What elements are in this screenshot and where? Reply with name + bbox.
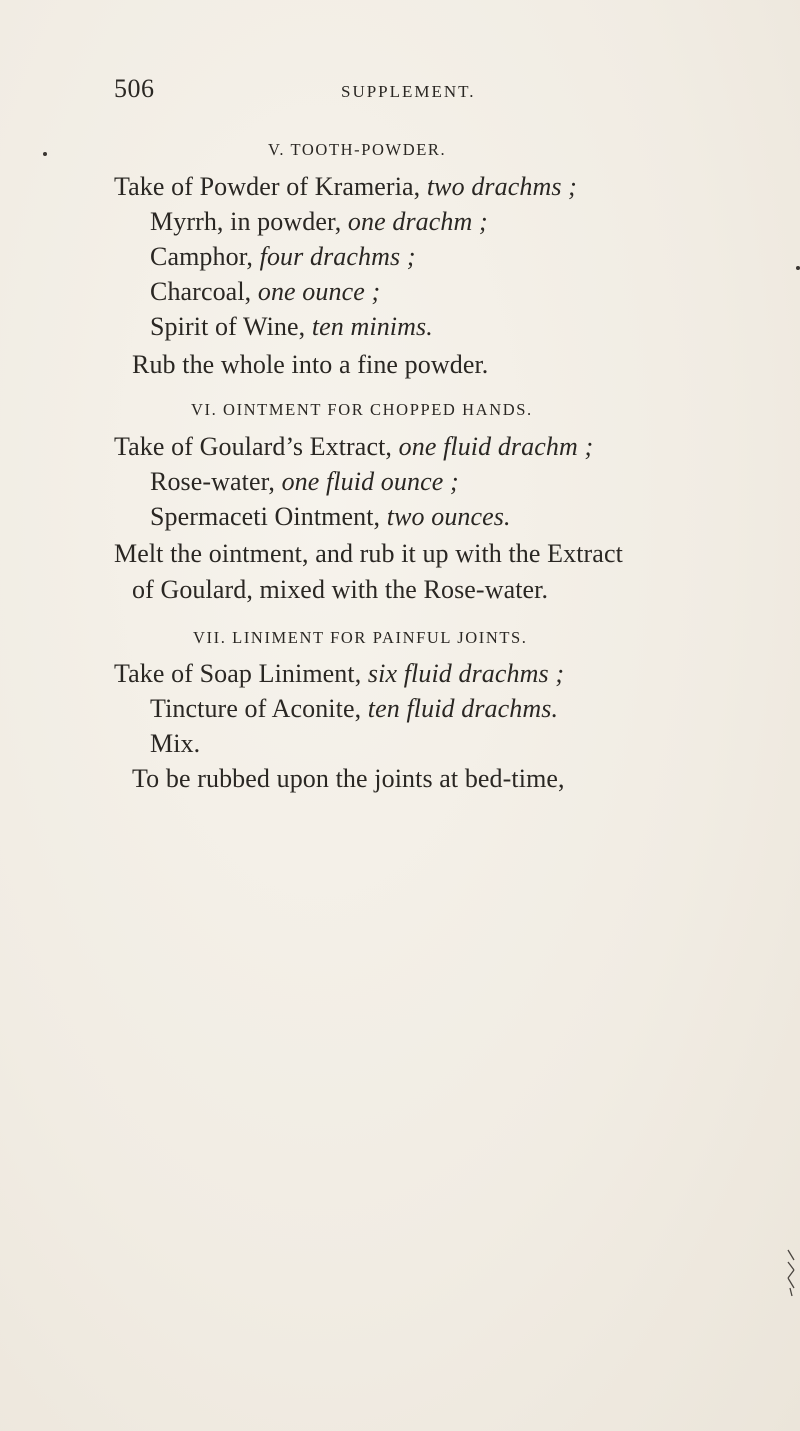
section-heading-tooth-powder: V. TOOTH-POWDER. bbox=[268, 140, 447, 159]
page-header-title: SUPPLEMENT. bbox=[341, 82, 476, 101]
running-head bbox=[114, 74, 694, 106]
recipe-line: Camphor, four drachms ; bbox=[150, 242, 416, 271]
recipe-line: Take of Soap Liniment, six fluid drachms ; bbox=[114, 659, 565, 688]
pencil-mark-icon bbox=[786, 1248, 796, 1298]
recipe-line: To be rubbed upon the joints at bed-time, bbox=[132, 764, 565, 793]
recipe-line: Rose-water, one fluid ounce ; bbox=[150, 467, 459, 496]
ink-speck bbox=[796, 266, 800, 270]
recipe-line: Spirit of Wine, ten minims. bbox=[150, 312, 433, 341]
recipe-line: Rub the whole into a fine powder. bbox=[132, 350, 489, 379]
recipe-line: Tincture of Aconite, ten fluid drachms. bbox=[150, 694, 559, 723]
recipe-line: Charcoal, one ounce ; bbox=[150, 277, 381, 306]
recipe-line: Melt the ointment, and rub it up with the Extract bbox=[114, 539, 623, 568]
recipe-line: of Goulard, mixed with the Rose-water. bbox=[132, 575, 549, 604]
recipe-line: Take of Goulard’s Extract, one fluid drachm ; bbox=[114, 432, 594, 461]
recipe-line: Mix. bbox=[150, 729, 201, 758]
recipe-line: Take of Powder of Krameria, two drachms ; bbox=[114, 172, 577, 201]
ink-speck bbox=[43, 152, 47, 156]
page-number: 506 bbox=[114, 74, 155, 103]
section-heading-painful-joints: VII. LINIMENT FOR PAINFUL JOINTS. bbox=[193, 628, 528, 647]
section-heading-chopped-hands: VI. OINTMENT FOR CHOPPED HANDS. bbox=[191, 400, 533, 419]
recipe-line: Spermaceti Ointment, two ounces. bbox=[150, 502, 511, 531]
recipe-line: Myrrh, in powder, one drachm ; bbox=[150, 207, 488, 236]
